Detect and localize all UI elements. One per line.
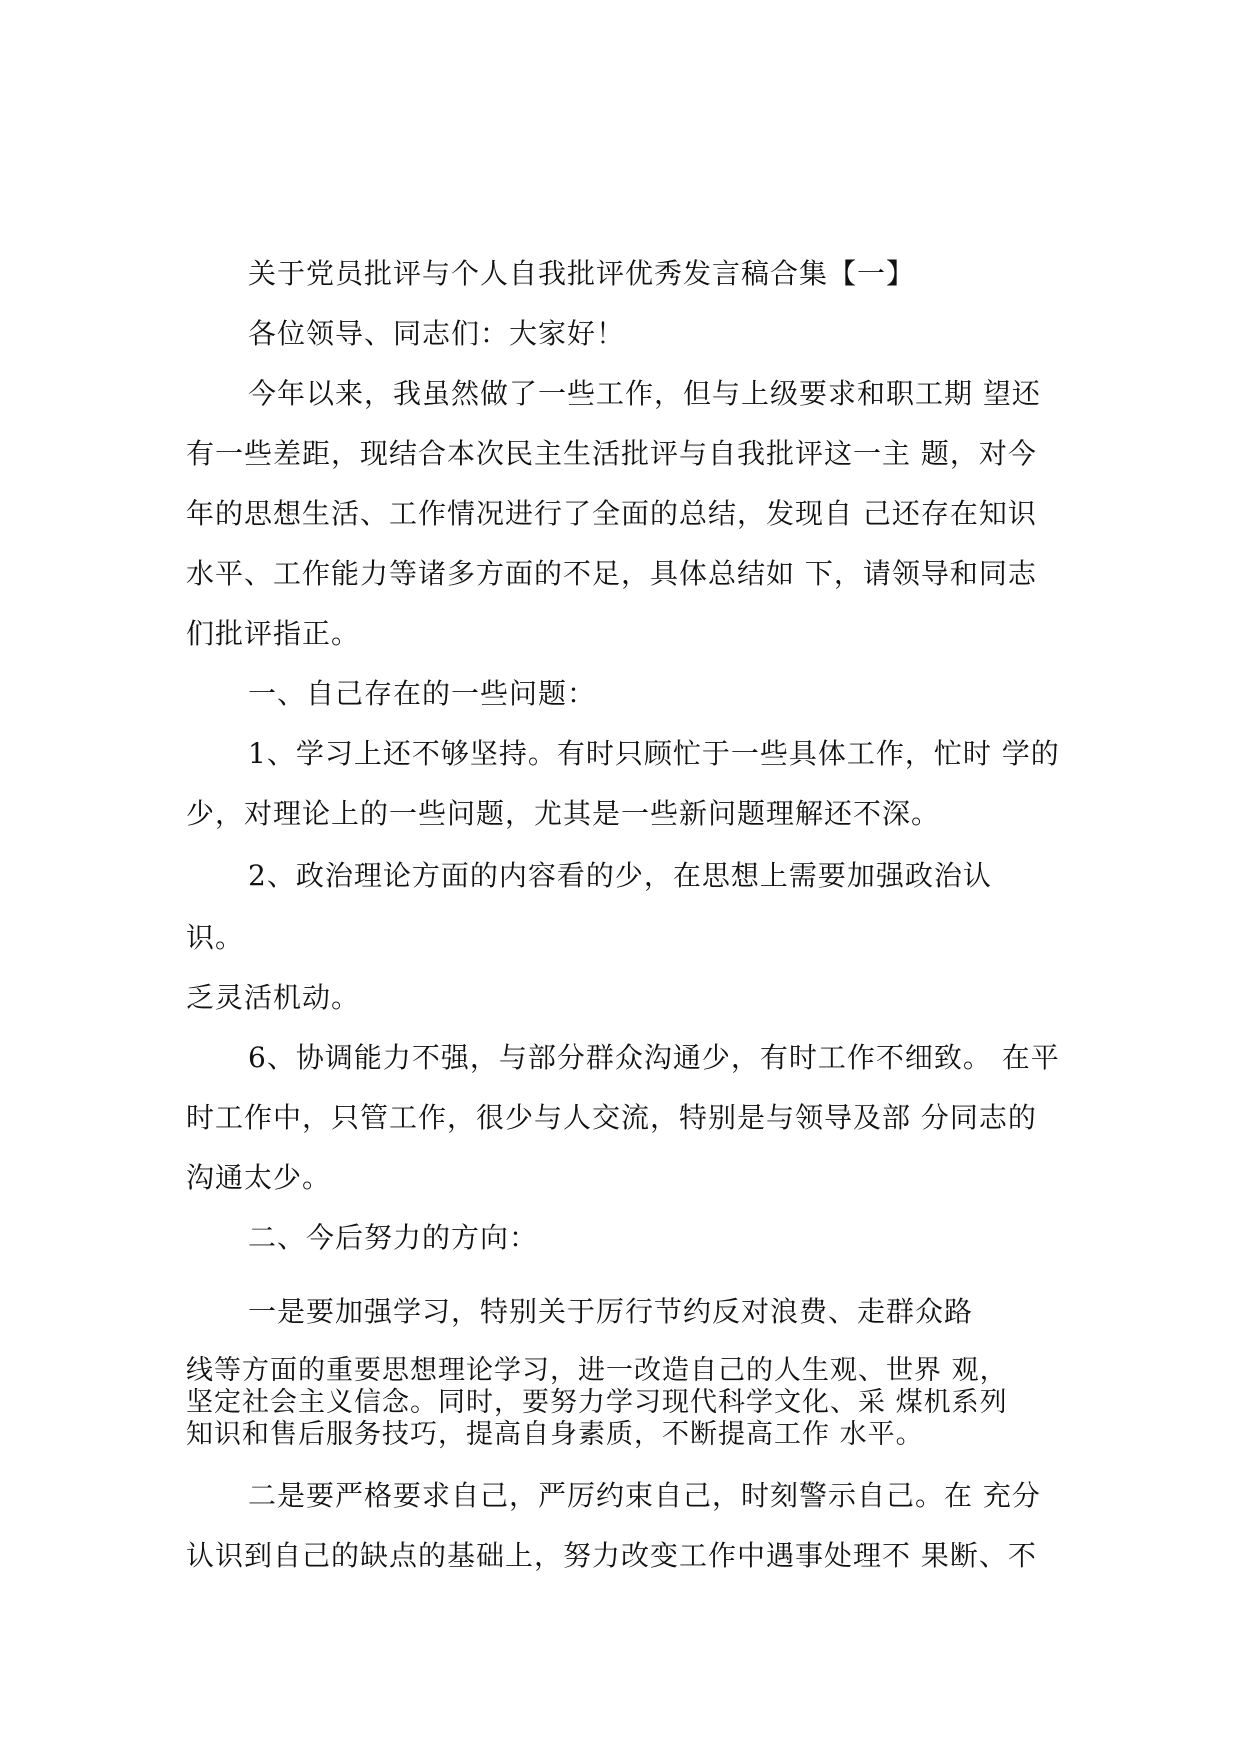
list-item-line: 乏灵活机动。 <box>186 981 361 1014</box>
section-heading: 二、今后努力的方向： <box>248 1221 539 1254</box>
paragraph-line: 知识和售后服务技巧，提高自身素质，不断提高工作 水平。 <box>186 1419 924 1450</box>
list-item-line: 时工作中，只管工作，很少与人交流，特别是与领导及部 分同志的 <box>186 1101 1037 1134</box>
paragraph-line: 年的思想生活、工作情况进行了全面的总结，发现自 己还存在知识 <box>186 497 1037 530</box>
paragraph-line: 今年以来，我虽然做了一些工作，但与上级要求和职工期 望还 <box>248 377 1041 410</box>
section-heading: 一、自己存在的一些问题： <box>248 677 597 710</box>
paragraph-line: 坚定社会主义信念。同时，要努力学习现代科学文化、采 煤机系列 <box>186 1387 1008 1418</box>
list-item-line: 少，对理论上的一些问题，尤其是一些新问题理解还不深。 <box>186 797 941 830</box>
document-title: 关于党员批评与个人自我批评优秀发言稿合集【一】 <box>248 257 916 290</box>
paragraph-line: 二是要严格要求自己，严厉约束自己，时刻警示自己。在 充分 <box>248 1479 1041 1512</box>
paragraph-line: 线等方面的重要思想理论学习，进一改造自己的人生观、世界 观， <box>186 1355 1008 1386</box>
list-item-line: 识。 <box>186 921 245 954</box>
list-item-line: 沟通太少。 <box>186 1161 332 1194</box>
paragraph-line: 一是要加强学习，特别关于厉行节约反对浪费、走群众路 <box>248 1295 974 1328</box>
greeting-line: 各位领导、同志们：大家好！ <box>248 317 626 350</box>
paragraph-line: 有一些差距，现结合本次民主生活批评与自我批评这一主 题，对今 <box>186 437 1037 470</box>
paragraph-line: 水平、工作能力等诸多方面的不足，具体总结如 下，请领导和同志 <box>186 557 1037 590</box>
list-item-line: 6、协调能力不强，与部分群众沟通少，有时工作不细致。 在平 <box>248 1041 1060 1074</box>
list-item-line: 1、学习上还不够坚持。有时只顾忙于一些具体工作，忙时 学的 <box>248 737 1060 770</box>
paragraph-line: 们批评指正。 <box>186 617 361 650</box>
list-item-line: 2、政治理论方面的内容看的少，在思想上需要加强政治认 <box>248 859 992 892</box>
paragraph-line: 认识到自己的缺点的基础上，努力改变工作中遇事处理不 果断、不 <box>186 1539 1037 1572</box>
